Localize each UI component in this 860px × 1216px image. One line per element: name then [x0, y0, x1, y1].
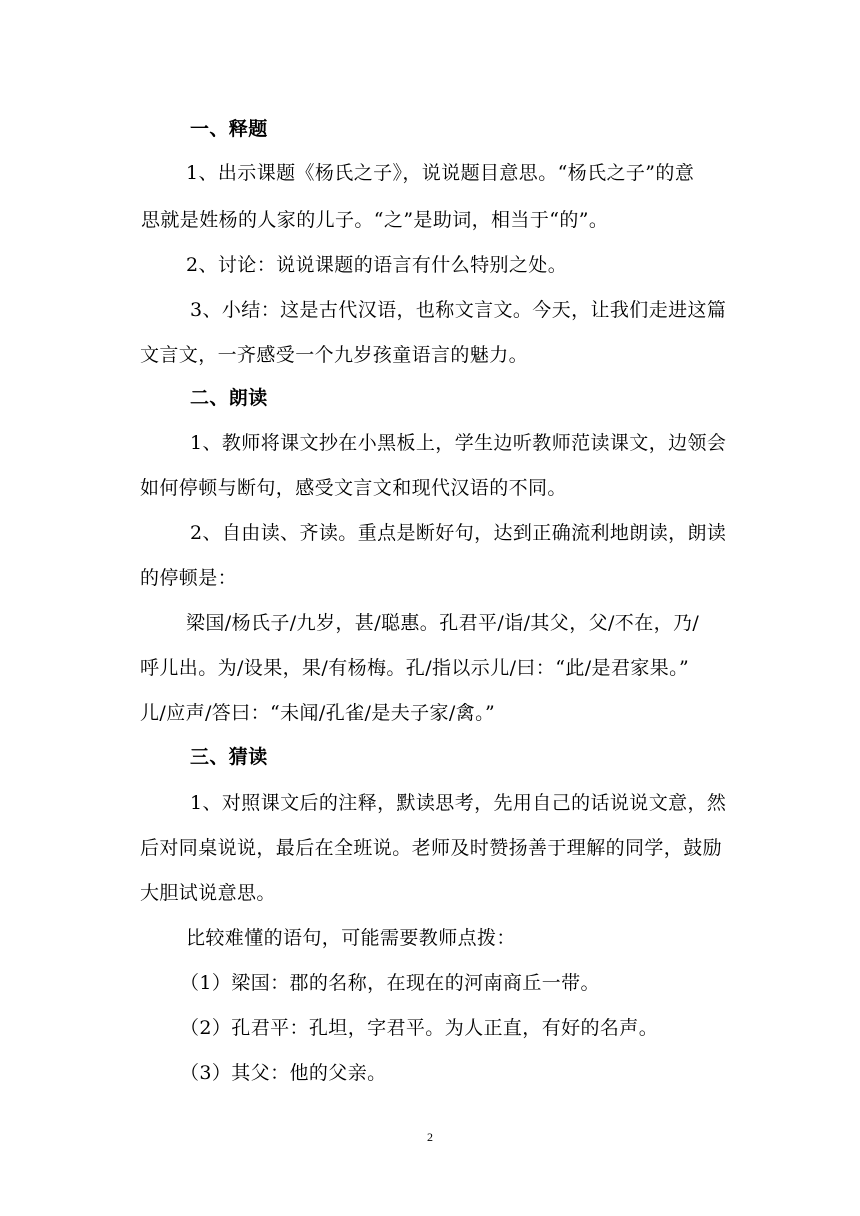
paragraph-line: 1、教师将课文抄在小黑板上，学生边听教师范读课文，边领会 — [190, 432, 727, 454]
list-item: （2）孔君平：孔坦，字君平。为人正直，有好的名声。 — [180, 1017, 659, 1039]
paragraph-line: 如何停顿与断句，感受文言文和现代汉语的不同。 — [140, 477, 567, 499]
paragraph-line: 思就是姓杨的人家的儿子。“之”是助词，相当于“的”。 — [141, 209, 609, 231]
paragraph-line: 3、小结：这是古代汉语，也称文言文。今天，让我们走进这篇 — [190, 299, 727, 321]
page-number: 2 — [427, 1130, 433, 1144]
paragraph-line: 梁国/杨氏子/九岁，甚/聪惠。孔君平/诣/其父，父/不在，乃/ — [186, 612, 700, 634]
paragraph-line: 后对同桌说说，最后在全班说。老师及时赞扬善于理解的同学，鼓励 — [140, 837, 723, 859]
paragraph-line: 1、出示课题《杨氏之子》，说说题目意思。“杨氏之子”的意 — [186, 162, 695, 184]
paragraph-line: 2、自由读、齐读。重点是断好句，达到正确流利地朗读，朗读 — [190, 522, 727, 544]
section-heading-2: 二、朗读 — [190, 387, 268, 409]
section-heading-3: 三、猜读 — [190, 746, 268, 768]
paragraph-line: 的停顿是： — [140, 567, 238, 589]
list-item: （1）梁国：郡的名称，在现在的河南商丘一带。 — [180, 972, 600, 994]
paragraph-line: 呼儿出。为/设果，果/有杨梅。孔/指以示儿/曰：“此/是君家果。” — [140, 657, 690, 679]
paragraph-line: 儿/应声/答曰：“未闻/孔雀/是夫子家/禽。” — [140, 702, 496, 724]
paragraph-line: 文言文，一齐感受一个九岁孩童语言的魅力。 — [140, 344, 529, 366]
section-heading-1: 一、释题 — [190, 118, 268, 140]
paragraph-line: 大胆试说意思。 — [140, 882, 276, 904]
paragraph-line: 比较难懂的语句，可能需要教师点拨： — [186, 927, 516, 949]
list-item: （3）其父：他的父亲。 — [180, 1062, 387, 1084]
paragraph-line: 1、对照课文后的注释，默读思考，先用自己的话说说文意，然 — [190, 792, 727, 814]
paragraph-line: 2、讨论：说说课题的语言有什么特别之处。 — [186, 254, 568, 276]
